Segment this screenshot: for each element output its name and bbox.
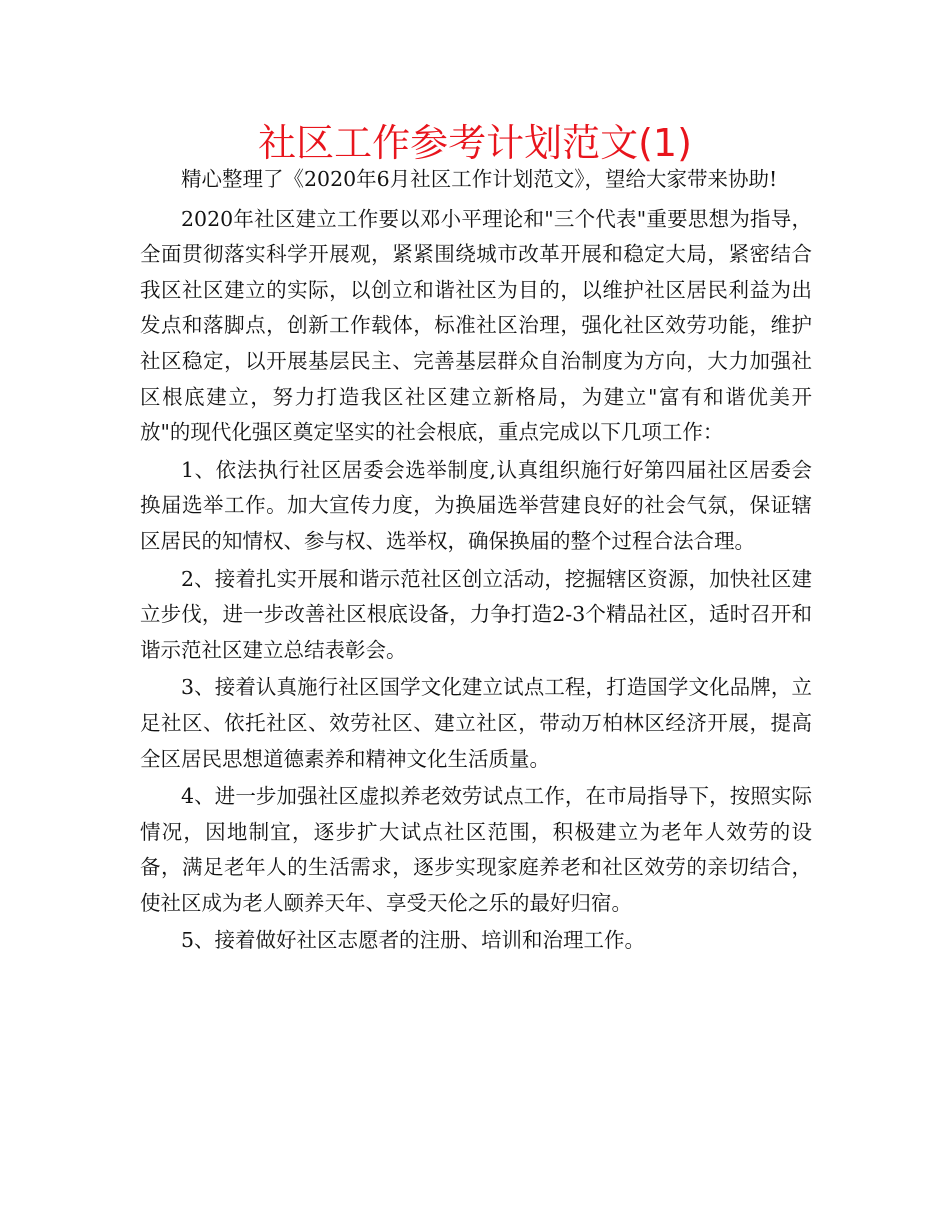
document-title: 社区工作参考计划范文(1) (258, 121, 692, 165)
overview-paragraph: 2020年社区建立工作要以邓小平理论和"三个代表"重要思想为指导，全面贯彻落实科学开展观，紧紧围绕城市改革开展和稳定大局，紧密结合我区社区建立的实际，以创立和谐社区为目的，以维护社区居民利益为出发点和落脚点，创新工作载体，标准社区治理，强化社区效劳功能，维护社区稳定，以开展基层民主、完善基层群众自治制度为方向，大力加强社区根底建立，努力打造我区社区建立新格局，为建立"富有和谐优美开放"的现代化强区奠定坚实的社会根底，重点完成以下几项工作： (140, 206, 812, 445)
item-paragraph-4: 4、进一步加强社区虚拟养老效劳试点工作，在市局指导下，按照实际情况，因地制宜，逐步扩大试点社区范围，积极建立为老年人效劳的设备，满足老年人的生活需求，逐步实现家庭养老和社区效劳的亲切结合，使社区成为老人颐养天年、享受天伦之乐的最好归宿。 (140, 784, 812, 915)
intro-paragraph: 精心整理了《2020年6月社区工作计划范文》，望给大家带来协助! (181, 167, 778, 191)
item-paragraph-1: 1、依法执行社区居委会选举制度,认真组织施行好第四届社区居委会换届选举工作。加大宣传力度，为换届选举营建良好的社会气氛，保证辖区居民的知情权、参与权、选举权，确保换届的整个过程合法合理。 (140, 457, 812, 553)
item-paragraph-2: 2、接着扎实开展和谐示范社区创立活动，挖掘辖区资源，加快社区建立步伐，进一步改善社区根底设备，力争打造2-3个精品社区，适时召开和谐示范社区建立总结表彰会。 (140, 566, 812, 662)
document-body (140, 162, 812, 961)
item-paragraph-3: 3、接着认真施行社区国学文化建立试点工程，打造国学文化品牌，立足社区、依托社区、效劳社区、建立社区，带动万柏林区经济开展，提高全区居民思想道德素养和精神文化生活质量。 (140, 675, 812, 771)
item-paragraph-5: 5、接着做好社区志愿者的注册、培训和治理工作。 (181, 928, 646, 953)
